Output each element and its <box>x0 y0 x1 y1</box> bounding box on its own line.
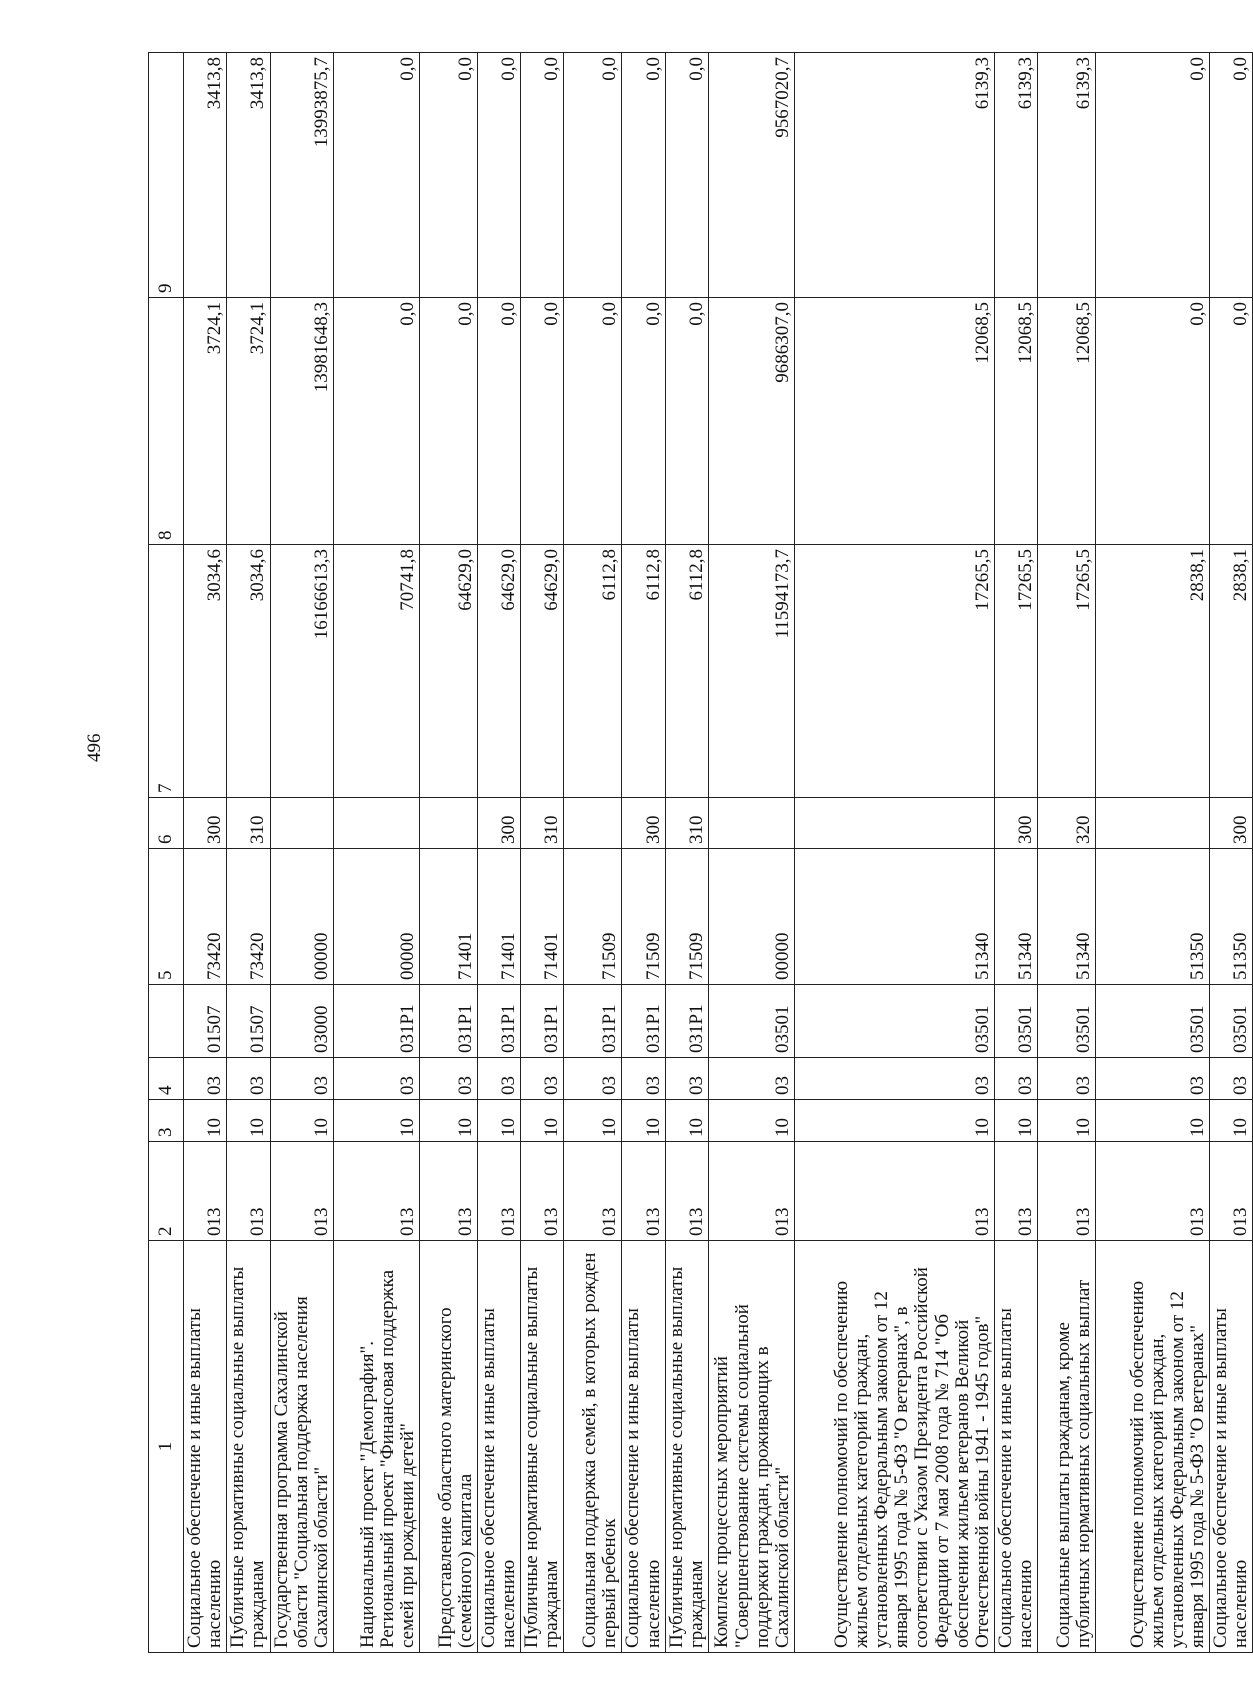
row-program-code: 031P1 <box>333 985 419 1058</box>
row-direction-code: 00000 <box>333 849 419 985</box>
row-amount-col7: 2838,1 <box>1096 545 1210 798</box>
row-description: Публичные нормативные социальные выплаты гражданам <box>521 1241 564 1653</box>
row-amount-col7: 16166613,3 <box>270 545 333 798</box>
table-header-row <box>149 53 184 1653</box>
row-amount-col9: 0,0 <box>477 53 520 298</box>
row-ministry-code: 013 <box>1096 1142 1210 1241</box>
table-row <box>622 53 665 1653</box>
table-row <box>184 53 227 1653</box>
row-description: Национальный проект "Демография". Региональный проект "Финансовая поддержка семей при рождении детей" <box>333 1241 419 1653</box>
row-amount-col9: 3413,8 <box>184 53 227 298</box>
table-row <box>665 53 708 1653</box>
row-ministry-code: 013 <box>419 1142 477 1241</box>
row-expense-type-code: 300 <box>477 798 520 849</box>
row-amount-col9: 13993875,7 <box>270 53 333 298</box>
table-row <box>521 53 564 1653</box>
row-amount-col8: 3724,1 <box>184 298 227 545</box>
budget-table <box>148 52 1253 1653</box>
row-direction-code: 51340 <box>994 849 1037 985</box>
row-section-code: 10 <box>794 1100 994 1142</box>
row-description: Предоставление областного материнского (семейного) капитала <box>419 1241 477 1653</box>
row-amount-col9: 0,0 <box>564 53 622 298</box>
row-amount-col7: 17265,5 <box>994 545 1037 798</box>
row-amount-col8: 12068,5 <box>1038 298 1096 545</box>
row-amount-col9: 0,0 <box>1210 53 1253 298</box>
header-cell-8: 8 <box>149 298 184 545</box>
row-direction-code: 00000 <box>708 849 794 985</box>
table-body <box>149 53 1253 1653</box>
row-subsection-code: 03 <box>708 1058 794 1100</box>
row-direction-code: 71509 <box>622 849 665 985</box>
row-description: Социальное обеспечение и иные выплаты населению <box>994 1241 1037 1653</box>
row-ministry-code: 013 <box>794 1142 994 1241</box>
row-amount-col8: 0,0 <box>564 298 622 545</box>
row-amount-col7: 3034,6 <box>227 545 270 798</box>
row-amount-col9: 0,0 <box>622 53 665 298</box>
table-row <box>794 53 994 1653</box>
row-amount-col8: 12068,5 <box>794 298 994 545</box>
row-expense-type-code: 300 <box>184 798 227 849</box>
row-ministry-code: 013 <box>333 1142 419 1241</box>
row-description: Социальное обеспечение и иные выплаты населению <box>477 1241 520 1653</box>
row-amount-col8: 3724,1 <box>227 298 270 545</box>
row-description: Социальное обеспечение и иные выплаты населению <box>184 1241 227 1653</box>
row-direction-code: 00000 <box>270 849 333 985</box>
table-row <box>708 53 794 1653</box>
row-subsection-code: 03 <box>521 1058 564 1100</box>
row-amount-col7: 3034,6 <box>184 545 227 798</box>
row-amount-col7: 64629,0 <box>477 545 520 798</box>
table-row <box>1038 53 1096 1653</box>
row-program-code: 03501 <box>994 985 1037 1058</box>
row-direction-code: 51350 <box>1210 849 1253 985</box>
row-ministry-code: 013 <box>665 1142 708 1241</box>
row-program-code: 03501 <box>1096 985 1210 1058</box>
row-description: Социальные выплаты гражданам, кроме публичных нормативных социальных выплат <box>1038 1241 1096 1653</box>
row-description: Осуществление полномочий по обеспечению жильем отдельных категорий граждан, установленных Федеральным законом от 12 января 1995 года № 5-ФЗ "О ветеранах", в соответствии с Указом Президента Российской Федерации от 7 мая 2008 года № 714 "Об обеспечении жильем ветеранов Великой Отечественной войны 1941 - 1945 годов" <box>794 1241 994 1653</box>
row-description: Осуществление полномочий по обеспечению жильем отдельных категорий граждан, установленных Федеральным законом от 12 января 1995 года № 5-ФЗ "О ветеранах" <box>1096 1241 1210 1653</box>
table-row <box>994 53 1037 1653</box>
row-subsection-code: 03 <box>622 1058 665 1100</box>
row-subsection-code: 03 <box>1038 1058 1096 1100</box>
row-program-code: 031P1 <box>564 985 622 1058</box>
row-expense-type-code: 300 <box>1210 798 1253 849</box>
row-expense-type-code <box>564 798 622 849</box>
row-expense-type-code: 320 <box>1038 798 1096 849</box>
row-subsection-code: 03 <box>184 1058 227 1100</box>
row-program-code: 03501 <box>1038 985 1096 1058</box>
row-section-code: 10 <box>1038 1100 1096 1142</box>
row-section-code: 10 <box>270 1100 333 1142</box>
row-amount-col7: 17265,5 <box>1038 545 1096 798</box>
row-direction-code: 51340 <box>794 849 994 985</box>
row-ministry-code: 013 <box>270 1142 333 1241</box>
row-amount-col8: 9686307,0 <box>708 298 794 545</box>
row-amount-col9: 3413,8 <box>227 53 270 298</box>
row-ministry-code: 013 <box>622 1142 665 1241</box>
row-expense-type-code <box>1096 798 1210 849</box>
row-description: Государственная программа Сахалинской области "Социальная поддержка населения Сахалинской области" <box>270 1241 333 1653</box>
row-section-code: 10 <box>1096 1100 1210 1142</box>
row-section-code: 10 <box>184 1100 227 1142</box>
table-row <box>333 53 419 1653</box>
row-direction-code: 71509 <box>665 849 708 985</box>
row-expense-type-code <box>794 798 994 849</box>
row-ministry-code: 013 <box>227 1142 270 1241</box>
row-amount-col7: 64629,0 <box>419 545 477 798</box>
row-expense-type-code <box>333 798 419 849</box>
row-ministry-code: 013 <box>521 1142 564 1241</box>
row-ministry-code: 013 <box>994 1142 1037 1241</box>
row-amount-col8: 0,0 <box>419 298 477 545</box>
row-section-code: 10 <box>994 1100 1037 1142</box>
row-amount-col8: 0,0 <box>477 298 520 545</box>
row-amount-col9: 0,0 <box>1096 53 1210 298</box>
row-amount-col7: 2838,1 <box>1210 545 1253 798</box>
row-section-code: 10 <box>477 1100 520 1142</box>
table-row <box>270 53 333 1653</box>
header-cell-7: 7 <box>149 545 184 798</box>
row-section-code: 10 <box>419 1100 477 1142</box>
row-amount-col8: 0,0 <box>1096 298 1210 545</box>
row-direction-code: 73420 <box>227 849 270 985</box>
row-direction-code: 51350 <box>1096 849 1210 985</box>
row-direction-code: 71509 <box>564 849 622 985</box>
row-subsection-code: 03 <box>564 1058 622 1100</box>
row-amount-col8: 12068,5 <box>994 298 1037 545</box>
row-amount-col7: 11594173,7 <box>708 545 794 798</box>
row-expense-type-code: 310 <box>227 798 270 849</box>
row-section-code: 10 <box>665 1100 708 1142</box>
table-row <box>1210 53 1253 1653</box>
row-description: Комплекс процессных мероприятий "Совершенствование системы социальной поддержки граждан, проживающих в Сахалинской области" <box>708 1241 794 1653</box>
row-expense-type-code <box>270 798 333 849</box>
header-cell-6: 6 <box>149 798 184 849</box>
header-cell-1: 1 <box>149 1241 184 1653</box>
row-expense-type-code <box>419 798 477 849</box>
row-amount-col7: 6112,8 <box>622 545 665 798</box>
row-description: Публичные нормативные социальные выплаты гражданам <box>665 1241 708 1653</box>
row-amount-col7: 64629,0 <box>521 545 564 798</box>
row-amount-col8: 0,0 <box>1210 298 1253 545</box>
row-program-code: 031P1 <box>477 985 520 1058</box>
row-description: Социальное обеспечение и иные выплаты населению <box>622 1241 665 1653</box>
row-subsection-code: 03 <box>1210 1058 1253 1100</box>
row-ministry-code: 013 <box>184 1142 227 1241</box>
row-amount-col9: 0,0 <box>665 53 708 298</box>
row-subsection-code: 03 <box>794 1058 994 1100</box>
row-amount-col9: 0,0 <box>333 53 419 298</box>
row-amount-col9: 0,0 <box>419 53 477 298</box>
header-cell-9: 9 <box>149 53 184 298</box>
row-amount-col7: 70741,8 <box>333 545 419 798</box>
row-direction-code: 73420 <box>184 849 227 985</box>
row-program-code: 031P1 <box>419 985 477 1058</box>
row-expense-type-code: 310 <box>521 798 564 849</box>
row-amount-col8: 0,0 <box>333 298 419 545</box>
row-amount-col7: 6112,8 <box>564 545 622 798</box>
header-cell-3: 3 <box>149 1100 184 1142</box>
header-cell-4: 4 <box>149 1058 184 1100</box>
row-description: Социальное обеспечение и иные выплаты населению <box>1210 1241 1253 1653</box>
row-subsection-code: 03 <box>419 1058 477 1100</box>
row-section-code: 10 <box>227 1100 270 1142</box>
row-program-code: 031P1 <box>521 985 564 1058</box>
row-subsection-code: 03 <box>1096 1058 1210 1100</box>
row-direction-code: 71401 <box>419 849 477 985</box>
row-amount-col8: 0,0 <box>665 298 708 545</box>
row-ministry-code: 013 <box>1210 1142 1253 1241</box>
row-subsection-code: 03 <box>333 1058 419 1100</box>
row-subsection-code: 03 <box>270 1058 333 1100</box>
row-direction-code: 71401 <box>477 849 520 985</box>
row-amount-col9: 6139,3 <box>994 53 1037 298</box>
row-direction-code: 71401 <box>521 849 564 985</box>
row-expense-type-code: 310 <box>665 798 708 849</box>
row-section-code: 10 <box>1210 1100 1253 1142</box>
table-row <box>227 53 270 1653</box>
row-amount-col9: 6139,3 <box>1038 53 1096 298</box>
row-section-code: 10 <box>333 1100 419 1142</box>
budget-table-sheet <box>148 53 1252 1653</box>
table-row <box>477 53 520 1653</box>
row-program-code: 03501 <box>794 985 994 1058</box>
row-program-code: 03000 <box>270 985 333 1058</box>
row-program-code: 03501 <box>1210 985 1253 1058</box>
row-ministry-code: 013 <box>708 1142 794 1241</box>
row-ministry-code: 013 <box>564 1142 622 1241</box>
header-cell-5a <box>149 985 184 1058</box>
row-amount-col8: 0,0 <box>521 298 564 545</box>
row-amount-col9: 6139,3 <box>794 53 994 298</box>
page-number: 496 <box>84 733 105 762</box>
header-cell-5: 5 <box>149 849 184 985</box>
row-expense-type-code: 300 <box>994 798 1037 849</box>
row-description: Публичные нормативные социальные выплаты гражданам <box>227 1241 270 1653</box>
row-section-code: 10 <box>521 1100 564 1142</box>
row-amount-col7: 6112,8 <box>665 545 708 798</box>
row-program-code: 03501 <box>708 985 794 1058</box>
row-expense-type-code <box>708 798 794 849</box>
row-amount-col8: 13981648,3 <box>270 298 333 545</box>
row-amount-col7: 17265,5 <box>794 545 994 798</box>
table-row <box>419 53 477 1653</box>
table-row <box>564 53 622 1653</box>
row-description: Социальная поддержка семей, в которых рожден первый ребенок <box>564 1241 622 1653</box>
row-amount-col9: 9567020,7 <box>708 53 794 298</box>
row-program-code: 031P1 <box>622 985 665 1058</box>
row-amount-col9: 0,0 <box>521 53 564 298</box>
row-ministry-code: 013 <box>1038 1142 1096 1241</box>
row-section-code: 10 <box>708 1100 794 1142</box>
row-expense-type-code: 300 <box>622 798 665 849</box>
row-ministry-code: 013 <box>477 1142 520 1241</box>
row-amount-col8: 0,0 <box>622 298 665 545</box>
row-subsection-code: 03 <box>665 1058 708 1100</box>
row-section-code: 10 <box>564 1100 622 1142</box>
row-direction-code: 51340 <box>1038 849 1096 985</box>
row-program-code: 01507 <box>184 985 227 1058</box>
row-program-code: 031P1 <box>665 985 708 1058</box>
row-program-code: 01507 <box>227 985 270 1058</box>
row-subsection-code: 03 <box>994 1058 1037 1100</box>
row-section-code: 10 <box>622 1100 665 1142</box>
header-cell-2: 2 <box>149 1142 184 1241</box>
table-row <box>1096 53 1210 1653</box>
row-subsection-code: 03 <box>227 1058 270 1100</box>
row-subsection-code: 03 <box>477 1058 520 1100</box>
